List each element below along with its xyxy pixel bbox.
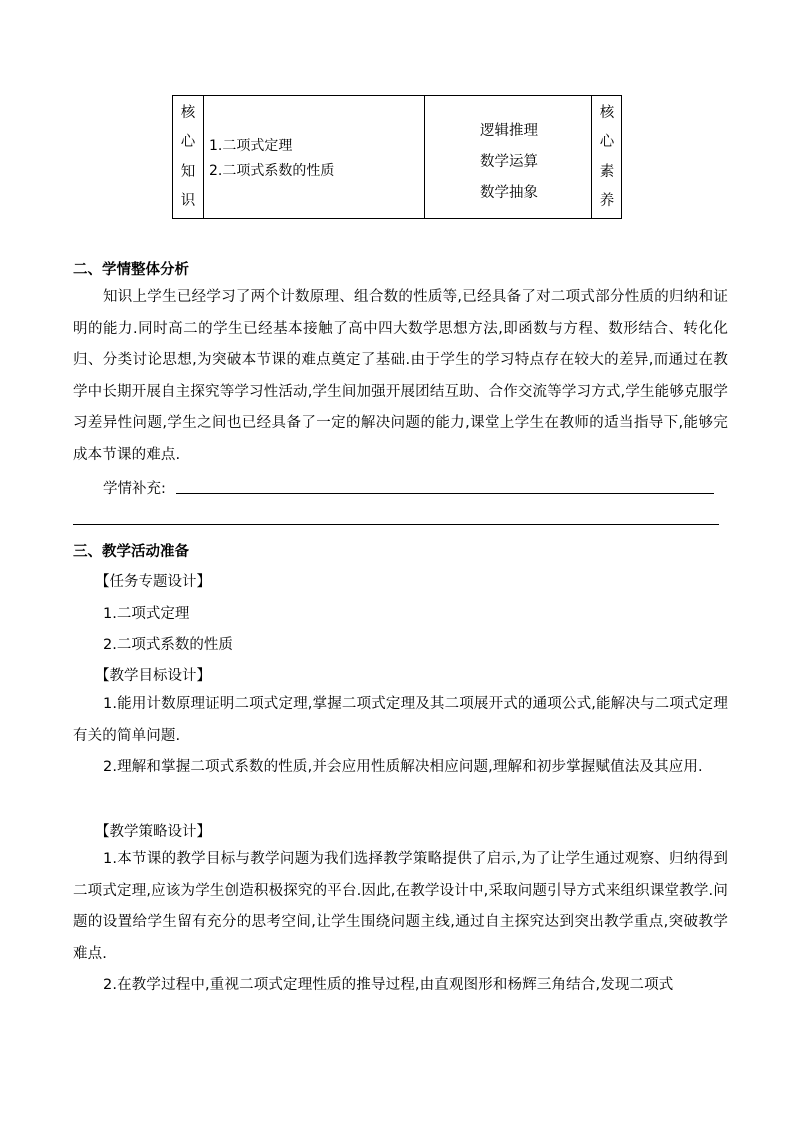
- label-char: 心: [180, 134, 196, 150]
- label-char: 素: [599, 163, 615, 180]
- section-heading: 二、学情整体分析: [73, 262, 189, 278]
- core-literacy-label: [592, 96, 622, 218]
- core-table: [172, 95, 622, 219]
- strategy-paragraph: 1.本节课的教学目标与教学问题为我们选择教学策略提供了启示,为了让学生通过观察、归纳得到二项式定理,应该为学生创造积极探究的平台.因此,在教学设计中,采取问题引导方式来组织课堂教学.问题的设置给学生留有充分的思考空间,让学生围绕问题主线,通过自主探究达到突出教学重点,突破教学难点.: [73, 851, 728, 962]
- subsection-title: 【教学策略设计】: [95, 824, 211, 840]
- label-char: 心: [599, 134, 615, 150]
- core-knowledge-label: [173, 96, 203, 218]
- knowledge-item: 2.二项式系数的性质: [209, 163, 335, 179]
- label-char: 核: [180, 104, 196, 121]
- knowledge-list: [209, 134, 334, 184]
- goal-paragraph: 1.能用计数原理证明二项式定理,掌握二项式定理及其二项展开式的通项公式,能解决与二项式定理有关的简单问题.: [73, 696, 728, 744]
- task-item: 2.二项式系数的性质: [103, 637, 233, 653]
- goal-paragraph: 2.理解和掌握二项式系数的性质,并会应用性质解决相应问题,理解和初步掌握赋值法及其应用.: [103, 759, 703, 775]
- task-item: 1.二项式定理: [103, 606, 190, 622]
- label-char: 养: [599, 193, 615, 209]
- supplement-label: 学情补充:: [103, 481, 166, 497]
- knowledge-item: 1.二项式定理: [209, 138, 293, 154]
- strategy-paragraph: 2.在教学过程中,重视二项式定理性质的推导过程,由直观图形和杨辉三角结合,发现二项式: [103, 977, 674, 993]
- supplement-blank-line[interactable]: [176, 493, 714, 494]
- analysis-paragraph: 知识上学生已经学习了两个计数原理、组合数的性质等,已经具备了对二项式部分性质的归纳和证明的能力.同时高二的学生已经基本接触了高中四大数学思想方法,即函数与方程、数形结合、转化化归、分类讨论思想,为突破本节课的难点奠定了基础.由于学生的学习特点存在较大的差异,而通过在教学中长期开展自主探究等学习性活动,学生间加强开展团结互助、合作交流等学习方式,学生能够克服学习差异性问题,学生之间也已经具备了一定的解决问题的能力,课堂上学生在教师的适当指导下,能够完成本节课的难点.: [73, 289, 728, 463]
- label-char: 识: [180, 193, 196, 209]
- literacy-item: 数学运算: [480, 154, 538, 170]
- label-char: 知: [180, 163, 196, 180]
- subsection-title: 【教学目标设计】: [95, 668, 211, 684]
- literacy-list: [425, 116, 593, 209]
- literacy-item: 逻辑推理: [480, 123, 538, 139]
- section-heading: 三、教学活动准备: [73, 544, 189, 560]
- literacy-item: 数学抽象: [480, 185, 538, 201]
- supplement-blank-line[interactable]: [73, 524, 719, 525]
- label-char: 核: [599, 104, 615, 121]
- table-divider: [203, 96, 204, 218]
- subsection-title: 【任务专题设计】: [95, 574, 211, 590]
